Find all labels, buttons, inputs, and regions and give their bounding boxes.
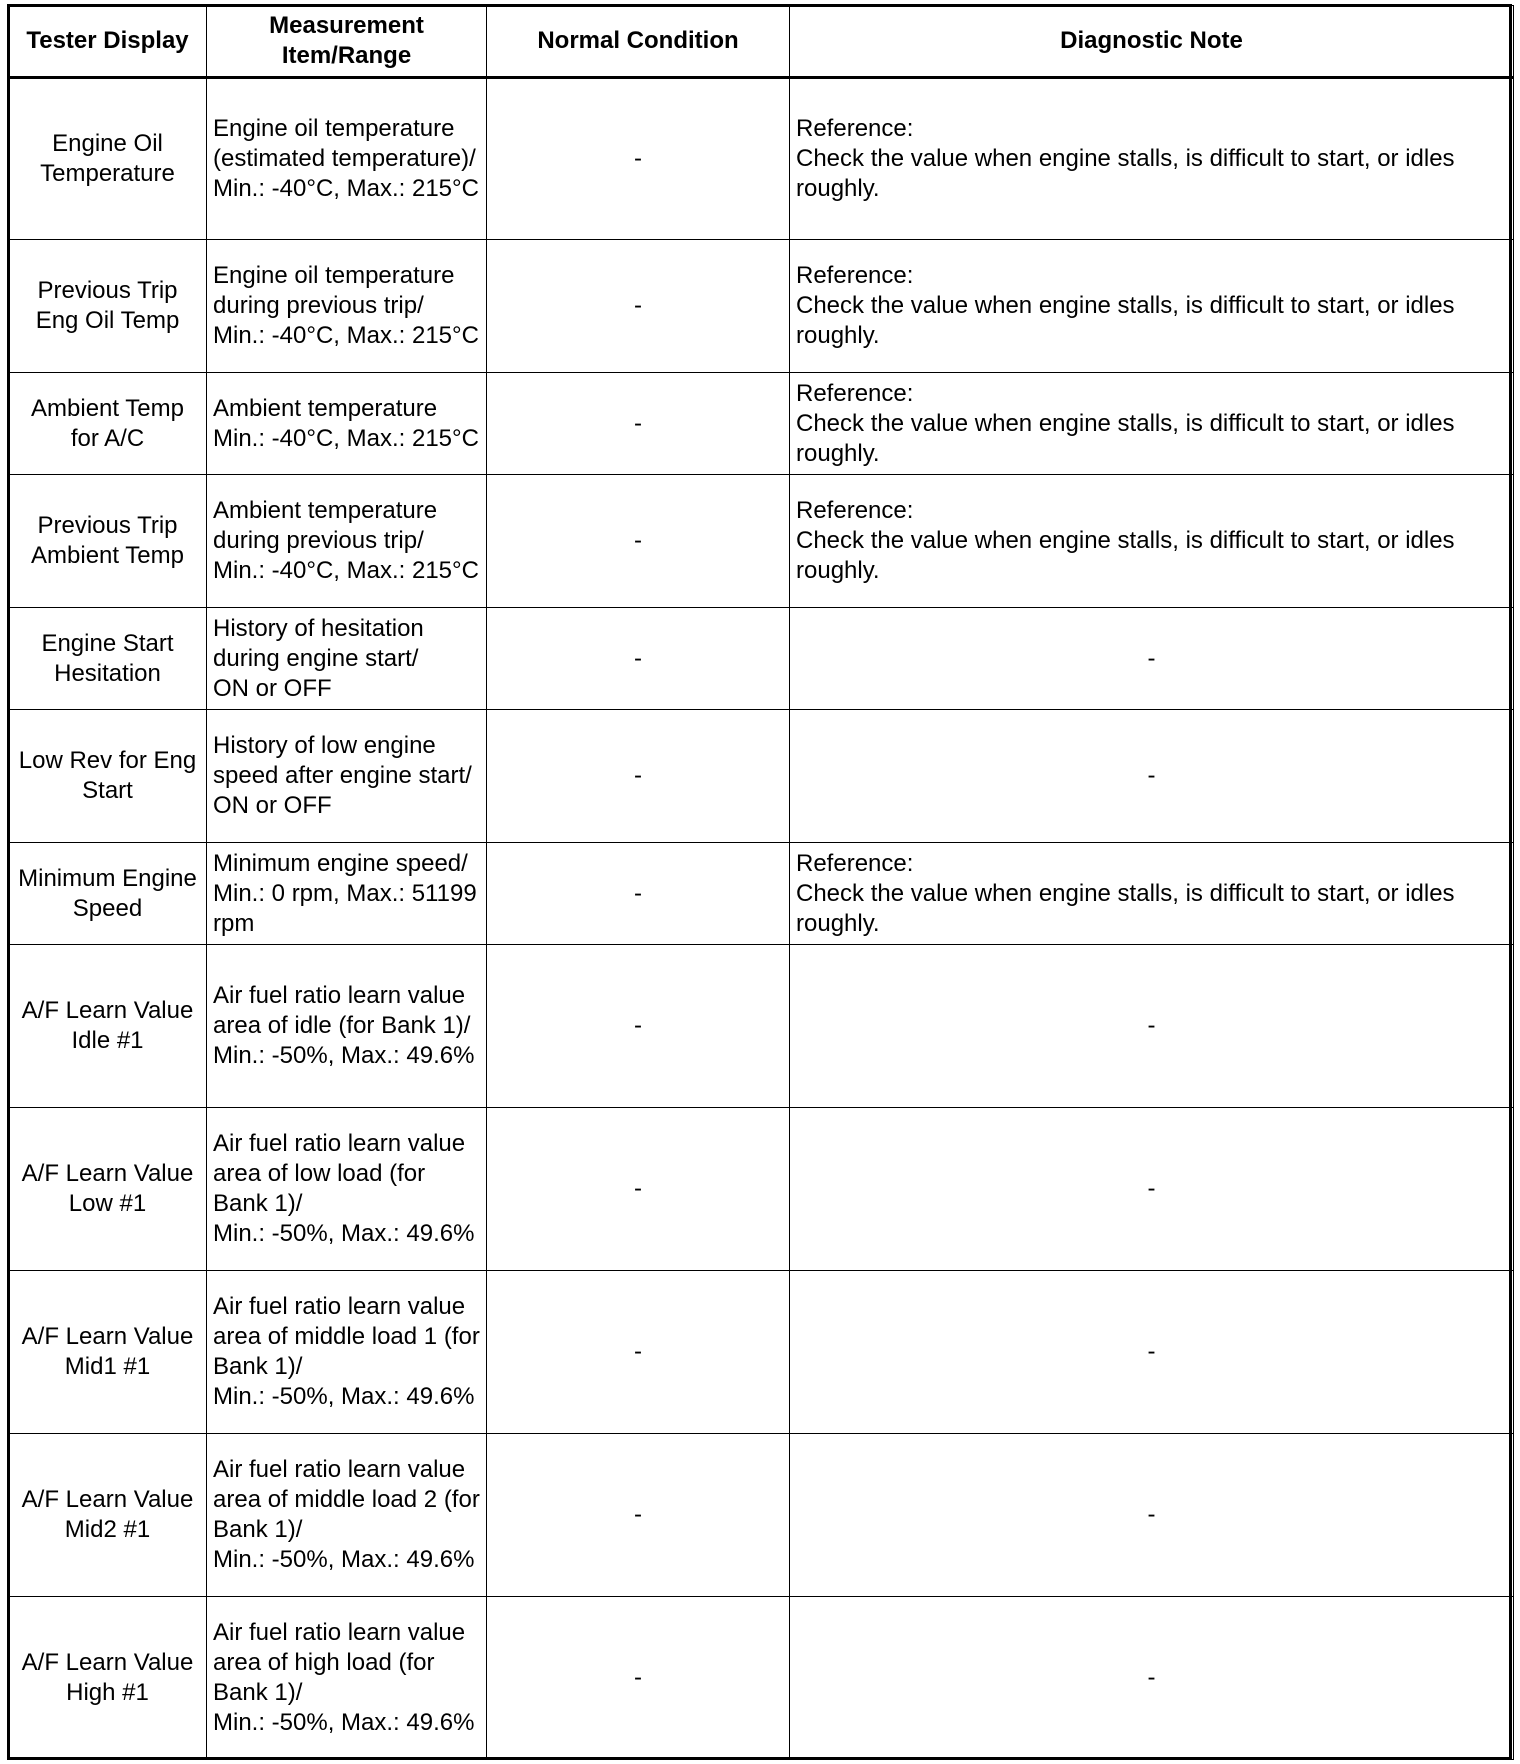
tester-display-cell: Engine Oil Temperature xyxy=(9,78,207,240)
normal-condition-cell: - xyxy=(487,1434,790,1597)
tester-display-cell: A/F Learn Value High #1 xyxy=(9,1597,207,1760)
normal-condition-cell: - xyxy=(487,1597,790,1760)
data-list-table xyxy=(8,5,1514,1760)
normal-condition-cell: - xyxy=(487,240,790,373)
normal-condition-cell: - xyxy=(487,1108,790,1271)
diagnostic-note-cell: Reference: Check the value when engine stalls, is difficult to start, or idles roughly. xyxy=(790,373,1514,475)
table-row xyxy=(9,1597,1514,1760)
header-row xyxy=(9,6,1514,78)
measurement-cell: History of hesitation during engine start/ ON or OFF xyxy=(207,608,487,710)
tester-display-cell: A/F Learn Value Low #1 xyxy=(9,1108,207,1271)
measurement-cell: Air fuel ratio learn value area of middle load 2 (for Bank 1)/ Min.: -50%, Max.: 49.6% xyxy=(207,1434,487,1597)
normal-condition-cell: - xyxy=(487,78,790,240)
measurement-cell: Ambient temperature Min.: -40°C, Max.: 215°C xyxy=(207,373,487,475)
table-row xyxy=(9,608,1514,710)
measurement-cell: Engine oil temperature (estimated temperature)/ Min.: -40°C, Max.: 215°C xyxy=(207,78,487,240)
diagnostic-note-cell: - xyxy=(790,1434,1514,1597)
measurement-cell: Air fuel ratio learn value area of low load (for Bank 1)/ Min.: -50%, Max.: 49.6% xyxy=(207,1108,487,1271)
tester-display-cell: A/F Learn Value Idle #1 xyxy=(9,945,207,1108)
normal-condition-cell: - xyxy=(487,373,790,475)
measurement-cell: Ambient temperature during previous trip/ Min.: -40°C, Max.: 215°C xyxy=(207,475,487,608)
diagnostic-note-cell: - xyxy=(790,945,1514,1108)
normal-condition-cell: - xyxy=(487,945,790,1108)
diagnostic-note-cell: Reference: Check the value when engine stalls, is difficult to start, or idles roughly. xyxy=(790,78,1514,240)
measurement-cell: Air fuel ratio learn value area of idle (for Bank 1)/ Min.: -50%, Max.: 49.6% xyxy=(207,945,487,1108)
tester-display-cell: Low Rev for Eng Start xyxy=(9,710,207,843)
table-row xyxy=(9,843,1514,945)
table-row xyxy=(9,945,1514,1108)
table-row xyxy=(9,373,1514,475)
measurement-cell: Minimum engine speed/ Min.: 0 rpm, Max.: 51199 rpm xyxy=(207,843,487,945)
diagnostic-note-cell: - xyxy=(790,710,1514,843)
normal-condition-cell: - xyxy=(487,475,790,608)
tester-display-cell: Minimum Engine Speed xyxy=(9,843,207,945)
diagnostic-note-cell: Reference: Check the value when engine stalls, is difficult to start, or idles roughly. xyxy=(790,843,1514,945)
tester-display-cell: Engine Start Hesitation xyxy=(9,608,207,710)
table-row xyxy=(9,710,1514,843)
tester-display-cell: Previous Trip Eng Oil Temp xyxy=(9,240,207,373)
normal-condition-cell: - xyxy=(487,843,790,945)
table-row xyxy=(9,240,1514,373)
table-row xyxy=(9,475,1514,608)
header-measurement-item: Measurement Item/Range xyxy=(207,6,487,78)
tester-display-cell: Ambient Temp for A/C xyxy=(9,373,207,475)
table-row xyxy=(9,78,1514,240)
diagnostic-note-cell: - xyxy=(790,608,1514,710)
normal-condition-cell: - xyxy=(487,1271,790,1434)
normal-condition-cell: - xyxy=(487,710,790,843)
tester-display-cell: A/F Learn Value Mid2 #1 xyxy=(9,1434,207,1597)
header-diagnostic-note: Diagnostic Note xyxy=(790,6,1514,78)
measurement-cell: History of low engine speed after engine start/ ON or OFF xyxy=(207,710,487,843)
header-tester-display: Tester Display xyxy=(9,6,207,78)
tester-display-cell: Previous Trip Ambient Temp xyxy=(9,475,207,608)
measurement-cell: Engine oil temperature during previous trip/ Min.: -40°C, Max.: 215°C xyxy=(207,240,487,373)
diagnostic-note-cell: - xyxy=(790,1108,1514,1271)
table-row xyxy=(9,1108,1514,1271)
header-normal-condition: Normal Condition xyxy=(487,6,790,78)
diagnostic-note-cell: Reference: Check the value when engine stalls, is difficult to start, or idles roughly. xyxy=(790,475,1514,608)
diagnostic-note-cell: - xyxy=(790,1597,1514,1760)
tester-display-cell: A/F Learn Value Mid1 #1 xyxy=(9,1271,207,1434)
table-row xyxy=(9,1434,1514,1597)
normal-condition-cell: - xyxy=(487,608,790,710)
table-row xyxy=(9,1271,1514,1434)
diagnostic-note-cell: Reference: Check the value when engine stalls, is difficult to start, or idles roughly. xyxy=(790,240,1514,373)
measurement-cell: Air fuel ratio learn value area of middle load 1 (for Bank 1)/ Min.: -50%, Max.: 49.6% xyxy=(207,1271,487,1434)
measurement-cell: Air fuel ratio learn value area of high load (for Bank 1)/ Min.: -50%, Max.: 49.6% xyxy=(207,1597,487,1760)
diagnostic-note-cell: - xyxy=(790,1271,1514,1434)
